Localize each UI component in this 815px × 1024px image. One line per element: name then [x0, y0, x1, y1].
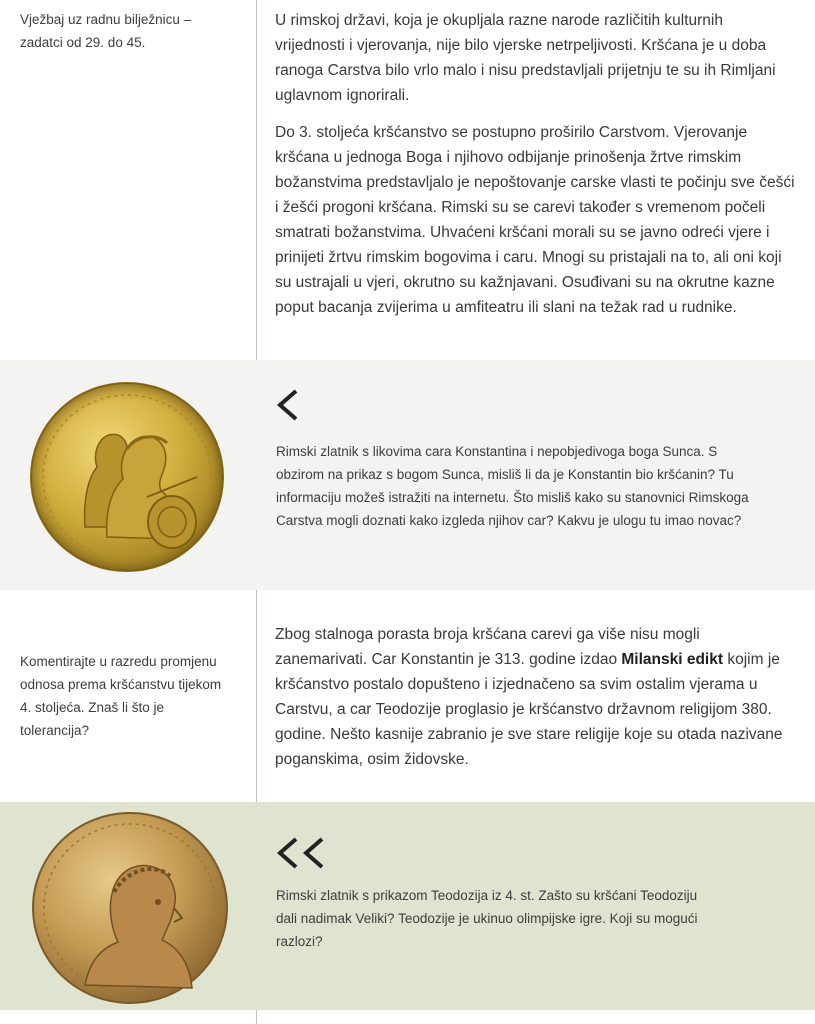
coin-panel-theodosius — [0, 802, 815, 1010]
double-chevron-left-icon — [274, 836, 330, 870]
theodosius-coin-caption: Rimski zlatnik s prikazom Teodozija iz 4. st. Zašto su kršćani Teodoziju dali nadimak Veliki? Teodozije je ukinuo olimpijske igre. Koji su mogući razlozi? — [276, 888, 698, 949]
constantine-coin-caption: Rimski zlatnik s likovima cara Konstantina i nepobjedivoga boga Sunca. S obzirom na prikaz s bogom Sunca, misliš li da je Konstantin bio kršćanin? Tu informaciju možeš istražiti na internetu. Što misliš kako su stanovnici Rimskoga Carstva mogli doznati kako izgleda njihov car? Kakvu je ulogu tu imao novac? — [276, 444, 749, 528]
paragraph-edict — [275, 622, 795, 772]
edict-text-before: Zbog stalnoga porasta broja kršćana carevi ga više nisu mogli zanemarivati. Car Konstantin je 313. godine izdao — [275, 626, 700, 668]
workbook-note: Vježbaj uz radnu bilježnicu – zadatci od 29. do 45. — [20, 12, 192, 50]
middle-section — [0, 590, 815, 802]
main-text-middle — [275, 622, 795, 784]
top-section — [0, 0, 815, 360]
paragraph-persecution: Do 3. stoljeća kršćanstvo se postupno proširilo Carstvom. Vjerovanje kršćana u jednoga Boga i njihovo odbijanje prinošenja žrtve rimskim božanstvima predstavljalo je nepoštovanje carske vlasti te počinju sve češći i žešći progoni kršćana. Rimski su se carevi također s vremenom počeli smatrati božanstvima. Uhvaćeni kršćani morali su se javno odreći vjere i prinijeti žrtvu rimskim bogovima i caru. Mnogi su pristajali na to, ali oni koji su ustrajali u vjeri, okrutno su kažnjavani. Osuđivani su na okrutne kazne poput bacanja zvijerima u amfiteatru ili slani na težak rad u rudnike. — [275, 124, 795, 316]
paragraph-tolerance: U rimskoj državi, koja je okupljala razne narode različitih kulturnih vrijednosti i vjerovanja, nije bilo vjerske netrpeljivosti. Kršćana je u doba ranoga Carstva bilo vrlo malo i nisu predstavljali prijetnju te su ih Rimljani uglavnom ignorirali. — [275, 12, 776, 104]
discussion-note: Komentirajte u razredu promjenu odnosa prema kršćanstvu tijekom 4. stoljeća. Znaš li što je tolerancija? — [20, 654, 222, 738]
constantine-coin-image — [27, 377, 227, 577]
milan-edict-term: Milanski edikt — [621, 651, 724, 668]
edict-text-after: kojim je kršćanstvo postalo dopušteno i izjednačeno sa svim ostalim vjerama u Carstvu, a car Teodozije proglasio je kršćanstvo državnom religijom 380. godine. Nešto kasnije zabranio je sve stare religije koje su otada nazivane poganskima, osim židovske. — [275, 651, 783, 768]
single-chevron-left-icon — [274, 388, 304, 422]
theodosius-coin-image — [30, 810, 230, 1006]
coin-panel-constantine — [0, 360, 815, 590]
column-divider-bottom — [256, 1010, 257, 1024]
main-text-top — [275, 8, 795, 332]
